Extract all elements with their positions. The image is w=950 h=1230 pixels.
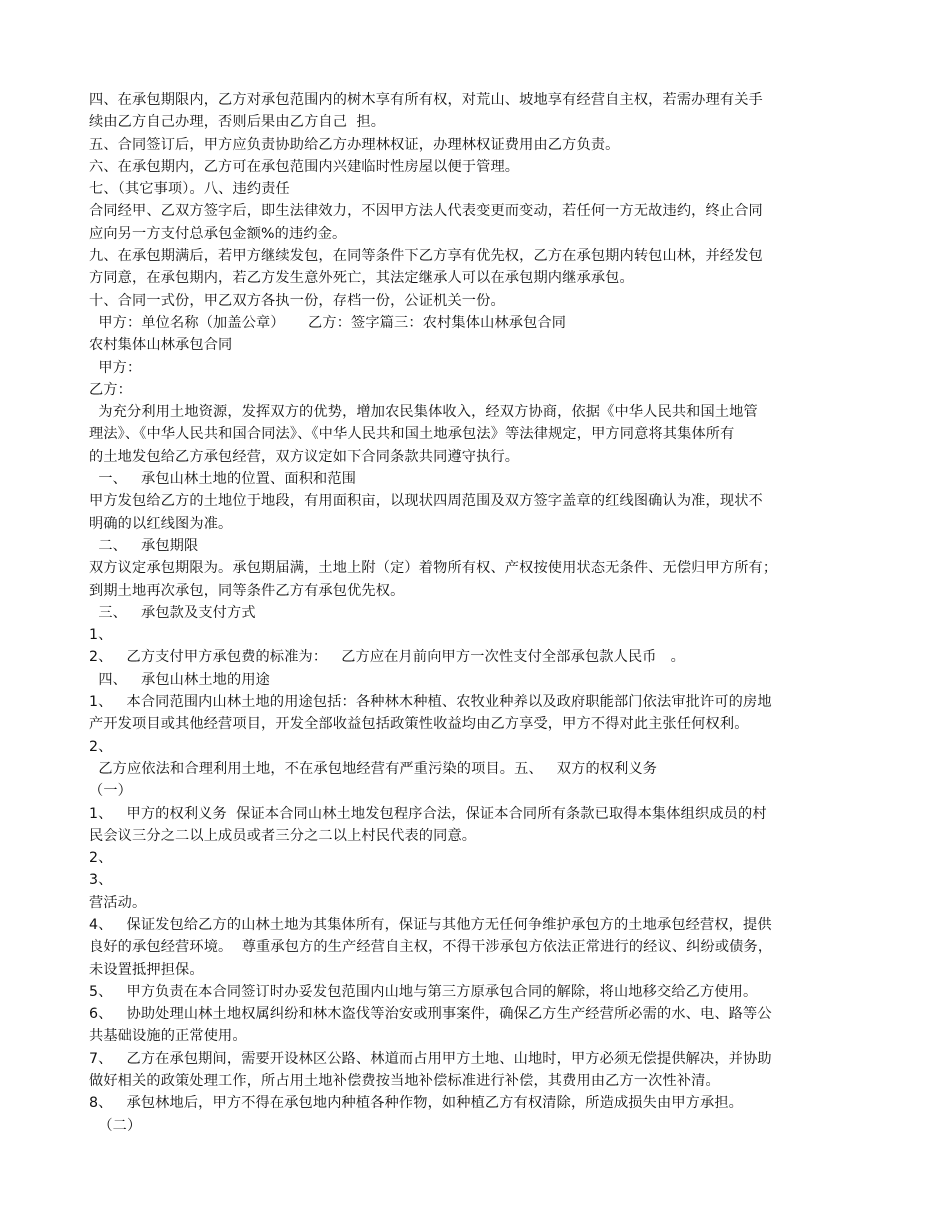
text-line: 1、 甲方的权利义务 保证本合同山林土地发包程序合法，保证本合同所有条款已取得本集体组织成员的村 xyxy=(89,805,767,822)
text-line: 未设置抵押担保。 xyxy=(89,961,204,978)
text-line: 理法》、《中华人民共和国合同法》、《中华人民共和国土地承包法》等法律规定，甲方同意将其集体所有 xyxy=(89,426,735,443)
text-line: 做好相关的政策处理工作，所占用土地补偿费按当地补偿标准进行补偿，其费用由乙方一次性补清。 xyxy=(89,1073,720,1090)
text-line: 民会议三分之二以上成员或者三分之二以上村民代表的同意。 xyxy=(89,827,477,844)
text-line: 营活动。 xyxy=(89,894,147,911)
text-line: 双方议定承包期限为。承包期届满，土地上附（定）着物所有权、产权按使用状态无条件、无偿归甲方所有； xyxy=(89,560,778,577)
contract-document-body xyxy=(89,89,864,1137)
text-line: 良好的承包经营环境。 尊重承包方的生产经营自主权，不得干涉承包方依法正常进行的经议、纠纷或债务， xyxy=(89,939,773,956)
text-line: 产开发项目或其他经营项目，开发全部收益包括政策性收益均由乙方享受，甲方不得对此主张任何权利。 xyxy=(89,716,749,733)
subsection-marker: （一） xyxy=(89,783,133,800)
party-a-line: 甲方： xyxy=(89,359,142,376)
section-heading: 二、 承包期限 xyxy=(89,537,199,554)
contract-title: 农村集体山林承包合同 xyxy=(89,337,233,354)
text-line: 明确的以红线图为准。 xyxy=(89,515,233,532)
text-line: 甲方发包给乙方的土地位于地段，有用面积亩，以现状四周范围及双方签字盖章的红线图确认为准，现状不 xyxy=(89,493,763,510)
text-line: 共基础设施的正常使用。 xyxy=(89,1028,247,1045)
text-line: 1、 xyxy=(89,627,113,644)
text-line: 的土地发包给乙方承包经营，双方议定如下合同条款共同遵守执行。 xyxy=(89,448,520,465)
text-line: 2、 乙方支付甲方承包费的标准为： 乙方应在月前向甲方一次性支付全部承包款人民币 。 xyxy=(89,649,685,666)
section-heading: 四、 承包山林土地的用途 xyxy=(89,671,271,688)
subsection-marker: （二） xyxy=(89,1117,142,1134)
text-line: 6、 协助处理山林土地权属纠纷和林木盗伐等治安或刑事案件，确保乙方生产经营所必需的水、电、路等公 xyxy=(89,1006,772,1023)
text-line: 2、 xyxy=(89,738,113,755)
text-line: 四、在承包期限内，乙方对承包范围内的树木享有所有权，对荒山、坡地享有经营自主权，若需办理有关手 xyxy=(89,92,763,108)
text-line: 2、 xyxy=(89,850,113,867)
text-line: 七、（其它事项）。八、违约责任 xyxy=(89,181,290,198)
text-line: 十、合同一式份，甲乙双方各执一份，存档一份，公证机关一份。 xyxy=(89,292,505,309)
signature-line: 甲方：单位名称（加盖公章） 乙方：签字篇三：农村集体山林承包合同 xyxy=(89,314,567,331)
text-line: 为充分利用土地资源，发挥双方的优势，增加农民集体收入，经双方协商，依据《中华人民共和国土地管 xyxy=(89,404,758,421)
text-line: 3、 xyxy=(89,872,113,889)
text-line: 五、合同签订后，甲方应负责协助给乙方办理林权证，办理林权证费用由乙方负责。 xyxy=(89,136,620,153)
text-line: 九、在承包期满后，若甲方继续发包，在同等条件下乙方享有优先权，乙方在承包期内转包山林，并经发包 xyxy=(89,248,763,265)
text-line: 六、在承包期内，乙方可在承包范围内兴建临时性房屋以便于管理。 xyxy=(89,158,520,175)
text-line: 5、 甲方负责在本合同签订时办妥发包范围内山地与第三方原承包合同的解除，将山地移交给乙方使用。 xyxy=(89,983,758,1000)
text-line: 方同意，在承包期内，若乙方发生意外死亡，其法定继承人可以在承包期内继承承包。 xyxy=(89,270,634,287)
text-line: 应向另一方支付总承包金额%的违约金。 xyxy=(89,225,347,242)
text-line: 续由乙方自己办理，否则后果由乙方自己 担。 xyxy=(89,114,386,131)
text-line: 4、 保证发包给乙方的山林土地为其集体所有，保证与其他方无任何争维护承包方的土地承包经营权，提供 xyxy=(89,916,772,933)
section-heading: 三、 承包款及支付方式 xyxy=(89,604,256,621)
section-heading: 一、 承包山林土地的位置、面积和范围 xyxy=(89,471,357,488)
party-b-line: 乙方： xyxy=(89,381,133,398)
text-line: 8、 承包林地后，甲方不得在承包地内种植各种作物，如种植乙方有权清除，所造成损失由甲方承担。 xyxy=(89,1095,744,1112)
text-line: 合同经甲、乙双方签字后，即生法律效力，不因甲方法人代表变更而变动，若任何一方无故违约，终止合同 xyxy=(89,203,763,220)
text-line: 7、 乙方在承包期间，需要开设林区公路、林道而占用甲方土地、山地时，甲方必须无偿提供解决，并协助 xyxy=(89,1050,772,1067)
text-line: 到期土地再次承包，同等条件乙方有承包优先权。 xyxy=(89,582,405,599)
text-line: 乙方应依法和合理利用土地，不在承包地经营有严重污染的项目。五、 双方的权利义务 xyxy=(89,760,658,777)
text-line: 1、 本合同范围内山林土地的用途包括：各种林木种植、农牧业种养以及政府职能部门依法审批许可的房地 xyxy=(89,694,772,711)
